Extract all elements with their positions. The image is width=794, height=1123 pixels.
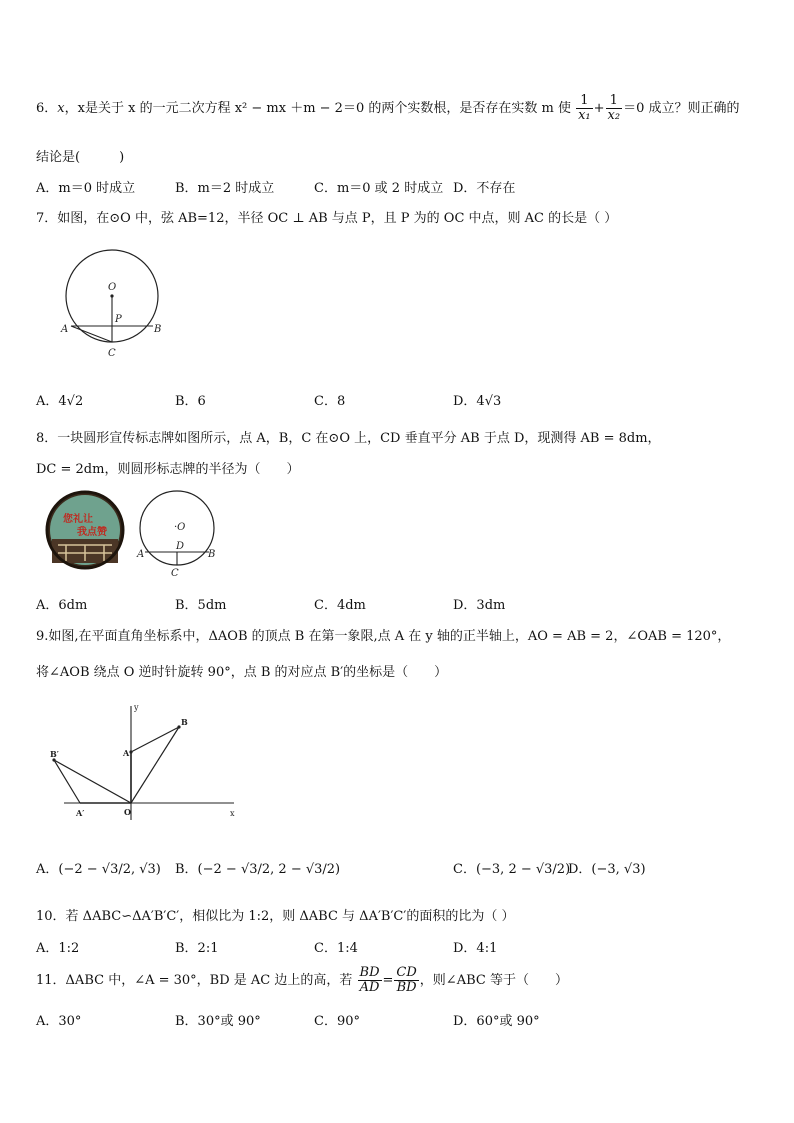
q9-option-b: B．(−2 − √3/2, 2 − √3/2) — [175, 862, 341, 877]
q8-label-a: A — [137, 549, 145, 560]
q9-label-b: B — [181, 717, 188, 727]
q7-label-a: A — [61, 324, 69, 335]
q8-line1: 8．一块圆形宣传标志牌如图所示，点 A，B，C 在⊙O 上，CD 垂直平分 AB 于点 D，现测得 AB = 8dm， — [36, 431, 661, 446]
q8-option-c: C．4dm — [314, 598, 366, 613]
q6-text-b: ，x — [64, 101, 85, 116]
q7-option-a: A．4√2 — [36, 394, 84, 409]
q11-fraction-2: $\frac{CD}{BD}$ — [396, 965, 417, 995]
q7-label-b: B — [154, 324, 162, 335]
q11-line — [36, 963, 568, 999]
q9-label-a: A — [123, 748, 130, 758]
q9-option-d: D．(−3, √3) — [568, 862, 646, 877]
q6-option-c: C．m＝0 或 2 时成立 — [314, 181, 444, 196]
q8-option-b: B．5dm — [175, 598, 227, 613]
q8-option-d: D．3dm — [453, 598, 506, 613]
q9-label-o: O — [124, 807, 131, 817]
q7-label-o: O — [108, 282, 117, 293]
q11-option-a: A．30° — [36, 1014, 82, 1029]
q11-option-b: B．30°或 90° — [175, 1014, 261, 1029]
q7-label-c: C — [108, 348, 116, 359]
q7-option-d: D．4√3 — [453, 394, 502, 409]
q11-fraction-1: $\frac{BD}{AD}$ — [359, 965, 380, 995]
q11-equals: = — [382, 973, 394, 988]
q6-option-b: B．m＝2 时成立 — [175, 181, 275, 196]
q8-option-a: A．6dm — [36, 598, 88, 613]
q9-label-x: x — [230, 809, 235, 818]
q8-line2: DC = 2dm，则圆形标志牌的半径为（ ） — [36, 462, 300, 477]
q7-label-p: P — [115, 314, 122, 325]
q6-line2: 结论是( ) — [36, 150, 125, 165]
q7-circle-diagram — [58, 236, 168, 366]
q10-option-c: C．1:4 — [314, 941, 358, 956]
q9-label-b-prime: B′ — [50, 749, 59, 759]
q8-circle-diagram — [134, 490, 226, 580]
q8-sign-photo — [44, 489, 126, 571]
q9-coordinate-diagram — [44, 700, 244, 825]
q6-option-d: D．不存在 — [453, 181, 516, 196]
q11-text-b: ，则∠ABC 等于（ ） — [419, 973, 568, 988]
q6-option-a: A．m＝0 时成立 — [36, 181, 136, 196]
q8-label-d: D — [176, 541, 185, 552]
q8-label-c: C — [171, 568, 179, 579]
q8-label-o: ·O — [174, 522, 186, 533]
q6-line1 — [36, 94, 740, 124]
q6-text-a: x — [57, 101, 65, 116]
q8-sign-text-2: 我点赞 — [77, 527, 107, 538]
q6-plus: + — [593, 101, 605, 116]
q9-label-y: y — [134, 703, 139, 712]
q7-option-b: B．6 — [175, 394, 206, 409]
q9-label-a-prime: A′ — [76, 808, 85, 818]
q11-option-c: C．90° — [314, 1014, 360, 1029]
q6-fraction-2: $\frac{1}{\text{x₂}}$ — [607, 93, 621, 123]
q6-number: 6． — [36, 101, 58, 116]
q10-text: 10．若 ΔABC∽ΔA′B′C′，相似比为 1:2，则 ΔABC 与 ΔA′B′C′的面积的比为（ ） — [36, 909, 515, 924]
q11-option-d: D．60°或 90° — [453, 1014, 540, 1029]
q7-text: 7．如图，在⊙O 中，弦 AB=12，半径 OC ⊥ AB 与点 P，且 P 为的 OC 中点，则 AC 的长是（ ） — [36, 211, 618, 226]
q8-label-b: B — [208, 549, 216, 560]
q7-option-c: C．8 — [314, 394, 346, 409]
q11-text-a: 11．ΔABC 中，∠A = 30°，BD 是 AC 边上的高，若 — [36, 973, 353, 988]
q8-sign-text-1: 您礼让 — [63, 514, 93, 525]
q6-fraction-1: $\frac{1}{\text{x₁}}$ — [578, 93, 591, 123]
q9-line2: 将∠AOB 绕点 O 逆时针旋转 90°，点 B 的对应点 B′的坐标是（ ） — [36, 665, 448, 680]
q6-text-d: ² − mx ＋m − 2＝0 的两个实数根，是否存在实数 m 使 — [242, 101, 571, 116]
q6-text-c: 是关于 x 的一元二次方程 x — [84, 101, 243, 116]
q10-option-a: A．1:2 — [36, 941, 80, 956]
q10-option-b: B．2:1 — [175, 941, 219, 956]
q6-text-e: ＝0 成立？则正确的 — [623, 101, 740, 116]
q9-line1: 9.如图,在平面直角坐标系中，ΔAOB 的顶点 B 在第一象限,点 A 在 y 轴的正半轴上，AO = AB = 2，∠OAB = 120°， — [36, 629, 731, 644]
q9-option-a: A．(−2 − √3/2, √3) — [36, 862, 161, 877]
q10-option-d: D．4:1 — [453, 941, 498, 956]
q9-option-c: C．(−3, 2 − √3/2) — [453, 862, 571, 877]
